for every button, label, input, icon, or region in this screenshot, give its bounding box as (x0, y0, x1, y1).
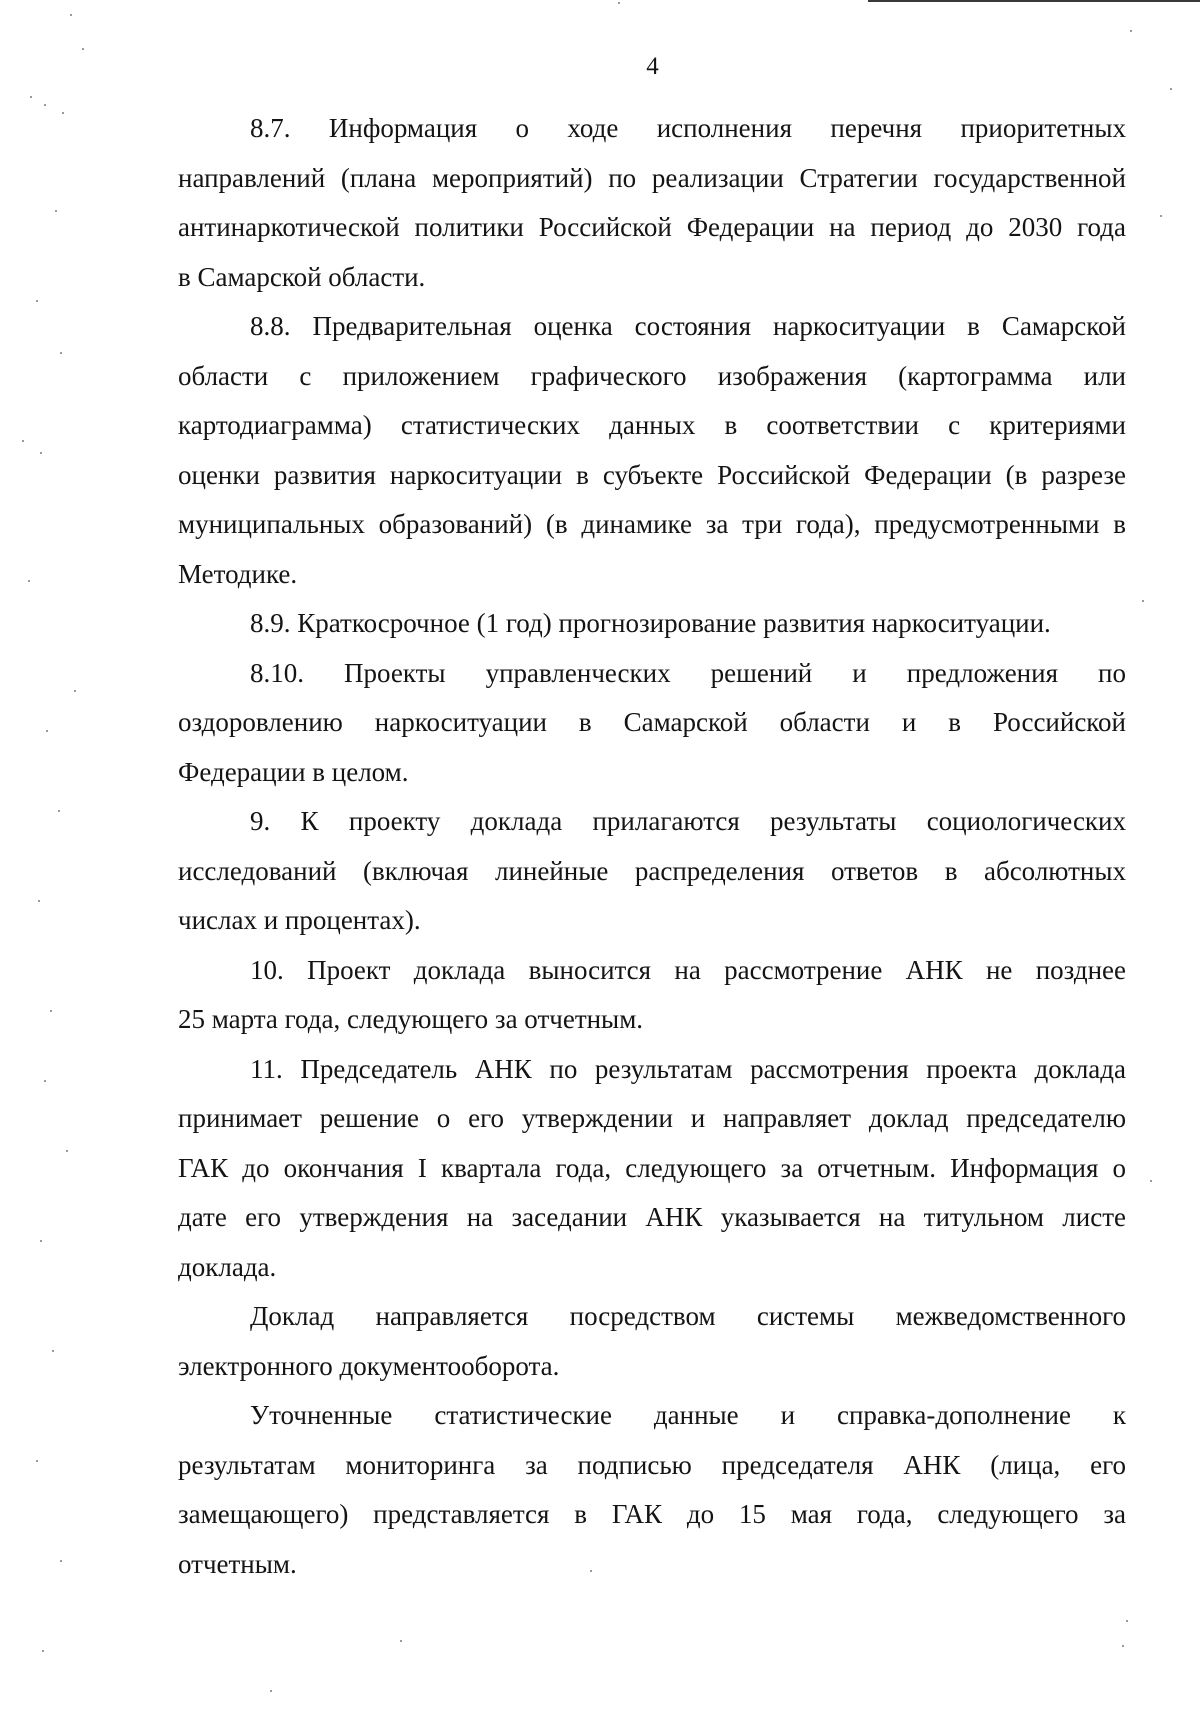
text-line: оздоровлению наркоситуации в Самарской области и в Российской (178, 707, 1126, 737)
text-line: 8.10. Проекты управленческих решений и предложения по (250, 657, 1126, 688)
scan-speck (82, 48, 84, 50)
scan-speck (270, 1690, 272, 1692)
text-line: картодиаграмма) статистических данных в соответствии с критериями (178, 410, 1126, 440)
scan-speck (52, 1350, 54, 1352)
scan-speck (618, 2, 620, 4)
paragraph (178, 599, 1126, 649)
scan-speck (44, 1080, 46, 1082)
text-line: Методике. (178, 558, 298, 589)
scan-speck (42, 1650, 44, 1652)
text-line: доклада. (178, 1251, 277, 1282)
scan-speck (22, 440, 24, 442)
scan-speck (30, 96, 32, 98)
scan-speck (40, 452, 42, 454)
text-line: ГАК до окончания I квартала года, следующего за отчетным. Информация о (178, 1152, 1126, 1183)
text-line: отчетным. (178, 1548, 297, 1579)
text-line: замещающего) представляется в ГАК до 15 мая года, следующего за (178, 1499, 1126, 1529)
text-line: 8.9. Краткосрочное (1 год) прогнозирование развития наркоситуации. (250, 608, 1051, 638)
scan-speck (40, 1240, 42, 1242)
text-line: 8.7. Информация о ходе исполнения перечня приоритетных (250, 113, 1126, 143)
text-line: Доклад направляется посредством системы межведомственного (250, 1301, 1126, 1331)
text-line: области с приложением графического изображения (картограмма или (178, 360, 1126, 391)
paragraph (178, 302, 1126, 599)
text-line: муниципальных образований) (в динамике за три года), предусмотренными в (178, 509, 1126, 539)
scan-speck (58, 810, 60, 812)
text-line: 25 марта года, следующего за отчетным. (178, 1004, 644, 1034)
text-line: Уточненные статистические данные и справка-дополнение к (250, 1400, 1126, 1430)
scan-speck (36, 300, 38, 302)
scan-speck (46, 730, 48, 732)
paragraph (178, 1045, 1126, 1293)
scan-speck (62, 112, 64, 114)
scan-speck (28, 580, 30, 582)
text-line: 9. К проекту доклада прилагаются результаты социологических (250, 806, 1126, 836)
document-body (178, 104, 1126, 1589)
page-number: 4 (646, 53, 659, 80)
scan-speck (400, 1640, 402, 1642)
text-line: направлений (плана мероприятий) по реализации Стратегии государственной (178, 162, 1126, 193)
scan-speck (1150, 1180, 1152, 1182)
scan-speck (1126, 1620, 1128, 1622)
scan-speck (1142, 600, 1144, 602)
text-line: дате его утверждения на заседании АНК указывается на титульном листе (178, 1202, 1126, 1232)
text-line: принимает решение о его утверждении и направляет доклад председателю (178, 1103, 1126, 1133)
scan-speck (60, 352, 62, 354)
scan-speck (590, 1570, 592, 1572)
scan-speck (1130, 30, 1132, 32)
text-line: антинаркотической политики Российской Федерации на период до 2030 года (178, 212, 1126, 242)
text-line: 8.8. Предварительная оценка состояния наркоситуации в Самарской (250, 311, 1126, 341)
text-line: результатам мониторинга за подписью председателя АНК (лица, его (178, 1449, 1126, 1480)
scan-speck (44, 104, 46, 106)
text-line: числах и процентах). (178, 905, 421, 935)
text-line: 11. Председатель АНК по результатам рассмотрения проекта доклада (250, 1053, 1126, 1084)
text-line: исследований (включая линейные распределения ответов в абсолютных (178, 855, 1126, 886)
text-line: электронного документооборота. (178, 1350, 560, 1381)
text-line: оценки развития наркоситуации в субъекте Российской Федерации (в разрезе (178, 459, 1126, 490)
text-line: в Самарской области. (178, 261, 426, 292)
scan-speck (74, 690, 76, 692)
paragraph (178, 104, 1126, 302)
scan-speck (70, 14, 72, 16)
paragraph (178, 1391, 1126, 1589)
top-edge-rule (868, 0, 1200, 2)
text-line: 10. Проект доклада выносится на рассмотрение АНК не позднее (250, 954, 1126, 985)
scan-speck (60, 1560, 62, 1562)
scan-speck (38, 900, 40, 902)
paragraph (178, 797, 1126, 946)
scan-speck (1170, 88, 1172, 90)
scan-speck (1160, 215, 1162, 217)
scan-speck (36, 1460, 38, 1462)
text-line: Федерации в целом. (178, 756, 409, 787)
paragraph (178, 649, 1126, 798)
paragraph (178, 1292, 1126, 1391)
scan-speck (55, 210, 57, 212)
scan-speck (1122, 1645, 1124, 1647)
paragraph (178, 946, 1126, 1045)
scan-speck (50, 1010, 52, 1012)
scan-speck (66, 1150, 68, 1152)
